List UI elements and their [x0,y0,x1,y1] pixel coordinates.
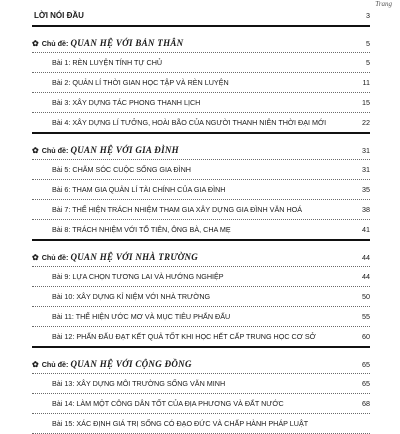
flower-icon: ✿ [32,253,39,262]
toc-row-lesson [32,414,370,434]
lesson-page: 15 [362,98,370,107]
lesson-label: Bài 10: XÂY DỰNG KỈ NIỆM VỚI NHÀ TRƯỜNG [52,292,211,301]
lesson-page: 38 [362,205,370,214]
chapter-prefix: Chủ đề: [41,39,69,48]
toc-row-lesson [32,327,370,348]
chapter-page: 5 [366,39,370,48]
chapter-heading [32,142,370,160]
lesson-page: 11 [362,78,370,87]
lesson-page: 35 [362,185,370,194]
toc-row-lesson [32,93,370,113]
chapter-heading [32,356,370,374]
lesson-label: Bài 1: RÈN LUYỆN TÍNH TỰ CHỦ [52,58,163,67]
toc-row-lesson [32,180,370,200]
chapter-prefix: Chủ đề: [41,146,69,155]
toc-row-lesson [32,53,370,73]
toc-row-lesson [32,113,370,134]
chapter-title: QUAN HỆ VỚI NHÀ TRƯỜNG [70,252,199,262]
lesson-page: 68 [362,399,370,408]
lesson-label: Bài 2: QUẢN LÍ THỜI GIAN HỌC TẬP VÀ RÈN LUYỆN [52,78,229,87]
lesson-page: 55 [362,312,370,321]
lesson-page: 44 [362,272,370,281]
chapter-prefix: Chủ đề: [41,253,69,262]
lesson-label: Bài 5: CHĂM SÓC CUỘC SỐNG GIA ĐÌNH [52,165,191,174]
chapter-page: 65 [362,360,370,369]
table-of-contents [32,6,370,434]
lesson-label: Bài 15: XÁC ĐỊNH GIÁ TRỊ SỐNG CÓ ĐẠO ĐỨC VÀ CHẤP HÀNH PHÁP LUẬT [52,419,309,428]
lesson-label: Bài 8: TRÁCH NHIỆM VỚI TỔ TIÊN, ÔNG BÀ, CHA MẸ [52,225,231,234]
lesson-page: 60 [362,332,370,341]
preface-label: LỜI NÓI ĐẦU [34,11,84,20]
lesson-page: 41 [362,225,370,234]
flower-icon: ✿ [32,360,39,369]
toc-row-lesson [32,73,370,93]
toc-row-lesson [32,160,370,180]
chapter-title: QUAN HỆ VỚI GIA ĐÌNH [70,145,179,155]
lesson-label: Bài 3: XÂY DỰNG TÁC PHONG THANH LỊCH [52,98,201,107]
chapter-title: QUAN HỆ VỚI CỘNG ĐỒNG [70,359,192,369]
toc-row-lesson [32,374,370,394]
toc-row-lesson [32,267,370,287]
lesson-label: Bài 11: THỂ HIỆN ƯỚC MƠ VÀ MỤC TIÊU PHẤN ĐẤU [52,312,231,321]
chapter-page: 31 [362,146,370,155]
lesson-page: 5 [366,58,370,67]
page-column-label: Trang [375,0,392,8]
toc-row-lesson [32,287,370,307]
toc-row-lesson [32,394,370,414]
chapter-heading [32,35,370,53]
chapter-heading [32,249,370,267]
lesson-label: Bài 4: XÂY DỰNG LÍ TƯỞNG, HOÀI BÃO CỦA NGƯỜI THANH NIÊN THỜI ĐẠI MỚI [52,118,327,127]
flower-icon: ✿ [32,39,39,48]
lesson-label: Bài 13: XÂY DỰNG MÔI TRƯỜNG SỐNG VĂN MINH [52,379,226,388]
preface-page: 3 [366,11,370,20]
toc-row-lesson [32,220,370,241]
lesson-page: 22 [362,118,370,127]
toc-row-lesson [32,307,370,327]
lesson-label: Bài 14: LÀM MỘT CÔNG DÂN TỐT CỦA ĐỊA PHƯƠNG VÀ ĐẤT NƯỚC [52,399,284,408]
flower-icon: ✿ [32,146,39,155]
toc-row-lesson [32,200,370,220]
lesson-page: 31 [362,165,370,174]
lesson-label: Bài 7: THỂ HIỆN TRÁCH NHIỆM THAM GIA XÂY DỰNG GIA ĐÌNH VĂN HOÁ [52,205,303,214]
chapter-title: QUAN HỆ VỚI BẢN THÂN [70,38,184,48]
lesson-page: 50 [362,292,370,301]
lesson-label: Bài 12: PHẤN ĐẤU ĐẠT KẾT QUẢ TỐT KHI HỌC HẾT CẤP TRUNG HỌC CƠ SỞ [52,332,316,341]
lesson-page: 65 [362,379,370,388]
chapter-prefix: Chủ đề: [41,360,69,369]
chapter-page: 44 [362,253,370,262]
lesson-label: Bài 6: THAM GIA QUẢN LÍ TÀI CHÍNH CỦA GIA ĐÌNH [52,185,226,194]
toc-row-preface [32,6,370,27]
lesson-label: Bài 9: LỰA CHỌN TƯƠNG LAI VÀ HƯỚNG NGHIỆP [52,272,224,281]
